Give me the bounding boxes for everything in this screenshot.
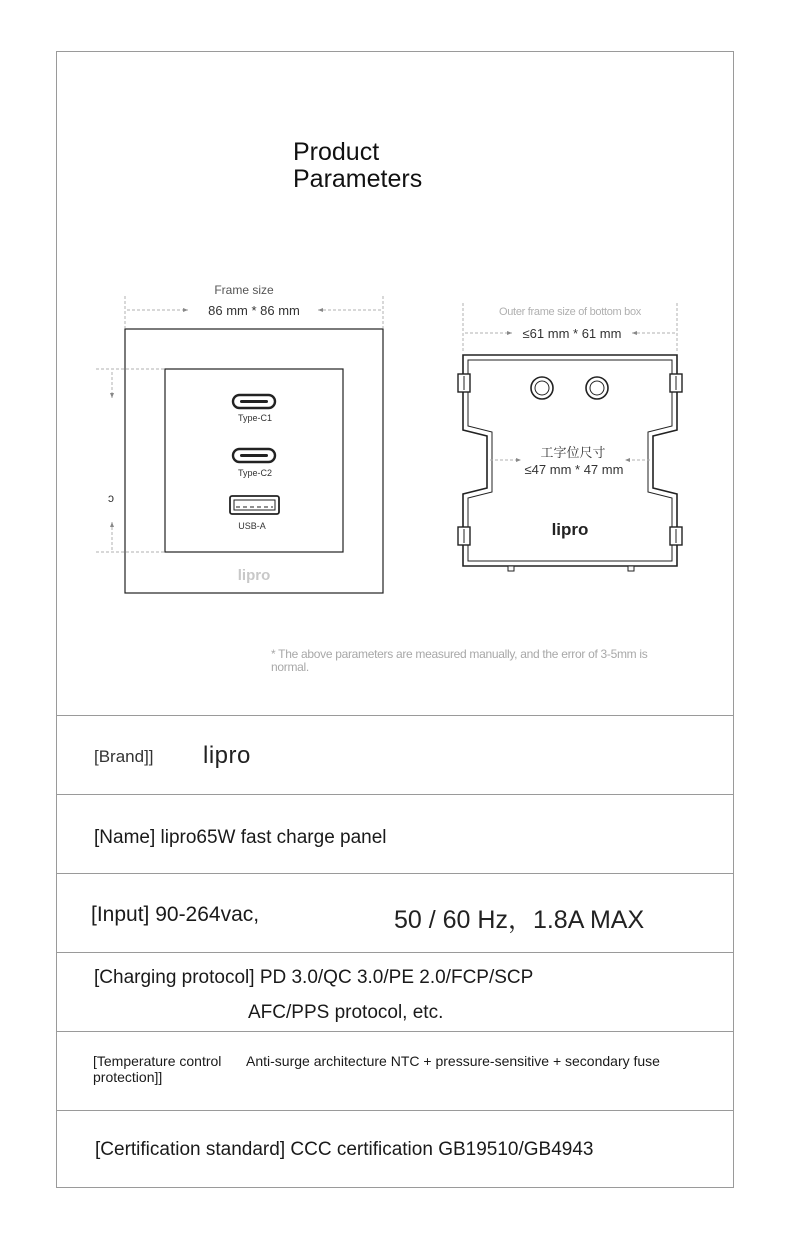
- usb-c-port-tongue-icon: [240, 400, 268, 403]
- inner-size-dims: ≤47 mm * 47 mm: [524, 462, 624, 477]
- divider: [57, 952, 733, 953]
- screw-hole-right-inner-icon: [590, 381, 604, 395]
- input-label: [Input] 90-264vac,: [91, 903, 260, 926]
- page-title: [293, 139, 422, 193]
- front-panel-diagram: [0, 270, 400, 610]
- outer-frame-dims: ≤61 mm * 61 mm: [522, 326, 622, 341]
- temperature-value: Anti-surge architecture NTC + pressure-sensitive + secondary fuse: [246, 1053, 660, 1069]
- certification-standard: [Certification standard] CCC certification GB19510/GB4943: [95, 1139, 594, 1160]
- divider: [57, 1110, 733, 1111]
- temperature-label: [Temperature control protection]]: [93, 1053, 222, 1085]
- frame-dim-arrow-left: [183, 308, 188, 312]
- charging-protocol-line1: [Charging protocol] PD 3.0/QC 3.0/PE 2.0/FCP/SCP: [94, 967, 534, 988]
- divider: [57, 873, 733, 874]
- front-panel-logo: lipro: [237, 567, 271, 584]
- side-dim-arrow-bottom: [110, 522, 114, 527]
- side-dim-arrow-top: [110, 393, 114, 398]
- measurement-note: * The above parameters are measured manually, and the error of 3-5mm is normal.: [271, 647, 648, 674]
- frame-size-dims: 86 mm * 86 mm: [208, 303, 300, 318]
- port-label-type-c1: Type-C1: [237, 413, 273, 423]
- page-title-line2: Parameters: [293, 165, 423, 193]
- port-label-type-c2: Type-C2: [237, 468, 273, 478]
- outer-frame-label: Outer frame size of bottom box: [498, 306, 642, 318]
- input-frequency: 50 / 60 Hz，1.8A MAX: [394, 906, 645, 934]
- divider: [57, 1031, 733, 1032]
- inner-size-label: 工字位尺寸: [540, 445, 606, 460]
- frame-size-label: Frame size: [214, 283, 274, 297]
- brand-label: [Brand]]: [94, 747, 154, 766]
- usb-a-port-inner-icon: [234, 500, 275, 510]
- divider: [57, 794, 733, 795]
- page-title-line1: Product: [293, 138, 380, 166]
- divider: [57, 715, 733, 716]
- product-name: [Name] lipro65W fast charge panel: [94, 827, 387, 848]
- charging-protocol-line2: AFC/PPS protocol, etc.: [248, 1002, 444, 1023]
- bottom-box-diagram: [440, 295, 700, 585]
- box-foot-right: [628, 566, 634, 571]
- screw-hole-left-inner-icon: [535, 381, 549, 395]
- side-dim-mark: ɔ: [108, 491, 114, 505]
- usb-c-port-tongue-icon: [240, 454, 268, 457]
- outer-dim-arrow-left: [507, 331, 512, 335]
- box-foot-left: [508, 566, 514, 571]
- bottom-box-logo: lipro: [551, 520, 589, 539]
- outer-dim-arrow-right: [632, 331, 637, 335]
- frame-dim-arrow-right: [318, 308, 323, 312]
- brand-logo: lipro: [203, 742, 251, 769]
- port-label-usb-a: USB-A: [238, 521, 266, 531]
